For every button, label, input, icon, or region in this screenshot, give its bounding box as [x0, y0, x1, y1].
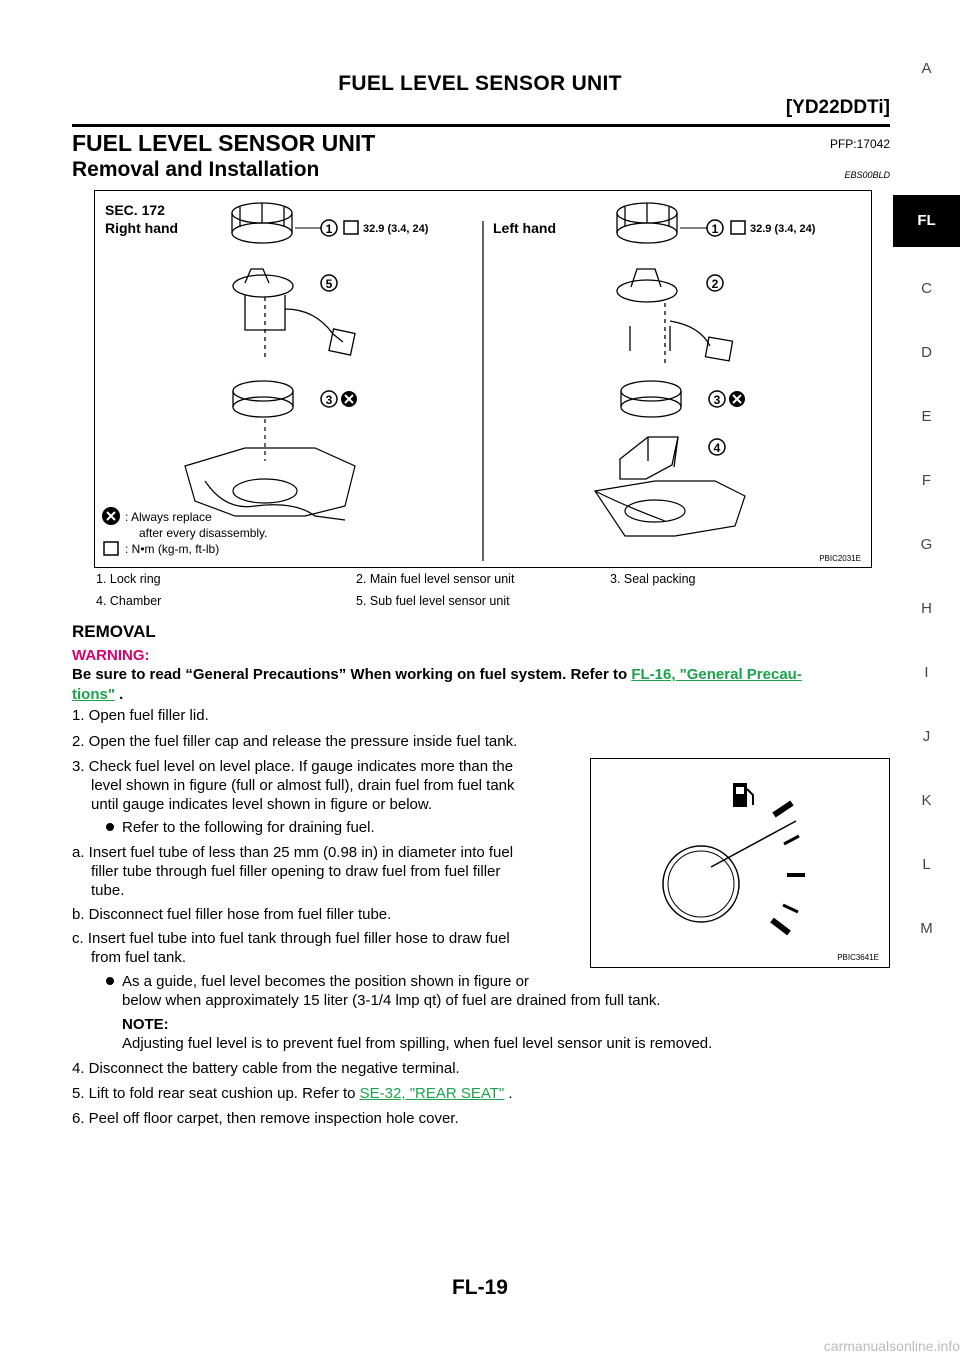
- svg-text:4: 4: [713, 441, 721, 455]
- step-c-bullet-line1: As a guide, fuel level becomes the position shown in figure or: [106, 972, 529, 992]
- tab-m[interactable]: M: [920, 920, 933, 937]
- left-hand-label: Left hand: [493, 220, 556, 236]
- step-6: 6. Peel off floor carpet, then remove inspection hole cover.: [72, 1110, 459, 1127]
- note-label: NOTE:: [122, 1016, 169, 1033]
- torque-icon: [344, 221, 429, 235]
- gauge-mark-empty: [772, 920, 789, 933]
- tab-d[interactable]: D: [921, 344, 932, 361]
- svg-text:1: 1: [325, 222, 333, 236]
- gauge-mark-3q: [784, 836, 799, 844]
- tab-e[interactable]: E: [921, 408, 932, 425]
- part-lock-ring: 1. Lock ring: [96, 572, 161, 586]
- step-c-bullet-line2: below when approximately 15 liter (3-1/4 lmp qt) of fuel are drained from full tank.: [122, 992, 661, 1009]
- callout-2: [707, 275, 723, 291]
- step-a-line2: filler tube through fuel filler opening to draw fuel from fuel filler: [91, 863, 501, 880]
- callout-5: [321, 275, 337, 291]
- tab-fl[interactable]: FL: [893, 195, 960, 247]
- right-seal-packing: [233, 381, 293, 417]
- general-precautions-link-cont[interactable]: tions": [72, 686, 115, 703]
- figure2-code: PBIC3641E: [837, 953, 879, 962]
- tab-l[interactable]: L: [922, 856, 931, 873]
- subsection-title: Removal and Installation: [72, 158, 320, 181]
- step-3-line1: 3. Check fuel level on level place. If gauge indicates more than the: [72, 758, 514, 775]
- legend-torque: [104, 542, 219, 556]
- warning-text: Be sure to read “General Precautions” When working on fuel system. Refer to FL-16, "General Precau- tions" .: [72, 666, 802, 703]
- part-seal-packing: 3. Seal packing: [610, 572, 696, 586]
- running-header-model: [YD22DDTi]: [785, 97, 890, 118]
- section-code: PFP:17042: [829, 137, 890, 151]
- chamber: [620, 437, 678, 479]
- tab-a[interactable]: A: [921, 60, 932, 77]
- section-title: FUEL LEVEL SENSOR UNIT: [72, 130, 376, 156]
- part-main-sensor: 2. Main fuel level sensor unit: [356, 572, 515, 586]
- step-3-line3: until gauge indicates level shown in figure or below.: [91, 796, 433, 813]
- svg-text:32.9 (3.4, 24): 32.9 (3.4, 24): [363, 223, 429, 235]
- right-hand-label: Right hand: [105, 220, 179, 236]
- svg-text:after every disassembly.: after every disassembly.: [139, 526, 268, 540]
- fuel-gauge-figure: [590, 758, 890, 968]
- removal-heading: REMOVAL: [72, 622, 156, 641]
- svg-text:: Always replace: : Always replace: [125, 510, 212, 524]
- legend-always-replace: [102, 507, 268, 540]
- header-rule: [72, 124, 890, 127]
- step-1: 1. Open fuel filler lid.: [72, 707, 209, 724]
- step-3-line2: level shown in figure (full or almost full), drain fuel from fuel tank: [91, 777, 515, 794]
- left-seal-packing: [621, 381, 681, 417]
- step-a-line1: a. Insert fuel tube of less than 25 mm (0.98 in) in diameter into fuel: [72, 844, 514, 861]
- svg-text:3: 3: [325, 393, 333, 407]
- fuel-pump-icon: [733, 783, 753, 807]
- left-fuel-tank: [595, 481, 745, 536]
- note-text: Adjusting fuel level is to prevent fuel from spilling, when fuel level sensor unit is removed.: [122, 1035, 713, 1052]
- step-5: 5. Lift to fold rear seat cushion up. Refer to SE-32, "REAR SEAT" .: [72, 1085, 513, 1102]
- exploded-view-figure: [94, 190, 872, 568]
- callout-1-left: [680, 220, 816, 236]
- warning-label: WARNING:: [72, 647, 150, 664]
- callout-4: [709, 439, 725, 455]
- tab-f[interactable]: F: [921, 472, 932, 489]
- running-header-title: FUEL LEVEL SENSOR UNIT: [338, 72, 622, 95]
- svg-text:1: 1: [711, 222, 719, 236]
- step-a-line3: tube.: [91, 882, 125, 899]
- step-3-bullet: Refer to the following for draining fuel.: [106, 818, 375, 838]
- tab-c[interactable]: C: [921, 280, 932, 297]
- gauge-mark-1q: [783, 905, 798, 912]
- callout-3-right: [321, 391, 357, 407]
- tab-i[interactable]: I: [924, 664, 929, 681]
- callout-3-left: [709, 391, 745, 407]
- step-2: 2. Open the fuel filler cap and release the pressure inside fuel tank.: [72, 733, 518, 750]
- step-c-line1: c. Insert fuel tube into fuel tank through fuel filler hose to draw fuel: [72, 930, 510, 947]
- svg-text:32.9 (3.4, 24): 32.9 (3.4, 24): [750, 223, 816, 235]
- svg-text:3: 3: [713, 393, 721, 407]
- rear-seat-link[interactable]: SE-32, "REAR SEAT": [359, 1085, 505, 1102]
- step-c-line2: from fuel tank.: [91, 949, 187, 966]
- step-b: b. Disconnect fuel filler hose from fuel filler tube.: [72, 906, 392, 923]
- right-fuel-tank: [185, 419, 355, 520]
- right-lock-ring: [232, 203, 292, 243]
- part-sub-sensor: 5. Sub fuel level sensor unit: [356, 594, 510, 608]
- fuel-gauge-drawing: [591, 759, 889, 967]
- gauge-needle: [711, 821, 796, 867]
- step-4: 4. Disconnect the battery cable from the negative terminal.: [72, 1060, 460, 1077]
- figure-code: PBIC2031E: [819, 554, 861, 563]
- watermark: carmanualsonline.info: [823, 1338, 960, 1354]
- svg-text:: N•m (kg-m, ft-lb): : N•m (kg-m, ft-lb): [125, 542, 220, 556]
- callout-1-right: [295, 220, 337, 236]
- bullet-icon: [106, 823, 114, 831]
- part-chamber: 4. Chamber: [96, 594, 162, 608]
- general-precautions-link[interactable]: FL-16, "General Precau-: [631, 666, 802, 683]
- figure-sec-label: SEC. 172: [105, 202, 165, 218]
- tab-g[interactable]: G: [920, 536, 933, 553]
- page-number: FL-19: [451, 1276, 508, 1299]
- tab-j[interactable]: J: [922, 728, 931, 745]
- gauge-dial-inner: [668, 851, 734, 917]
- left-lock-ring: [617, 203, 677, 243]
- exploded-view-drawing: [95, 191, 871, 567]
- svg-text:2: 2: [711, 277, 719, 291]
- gauge-mark-full: [774, 803, 792, 815]
- svg-text:5: 5: [325, 277, 333, 291]
- subsection-code: EBS00BLD: [844, 170, 890, 180]
- bullet-icon: [106, 977, 114, 985]
- tab-h[interactable]: H: [921, 600, 932, 617]
- tab-k[interactable]: K: [921, 792, 932, 809]
